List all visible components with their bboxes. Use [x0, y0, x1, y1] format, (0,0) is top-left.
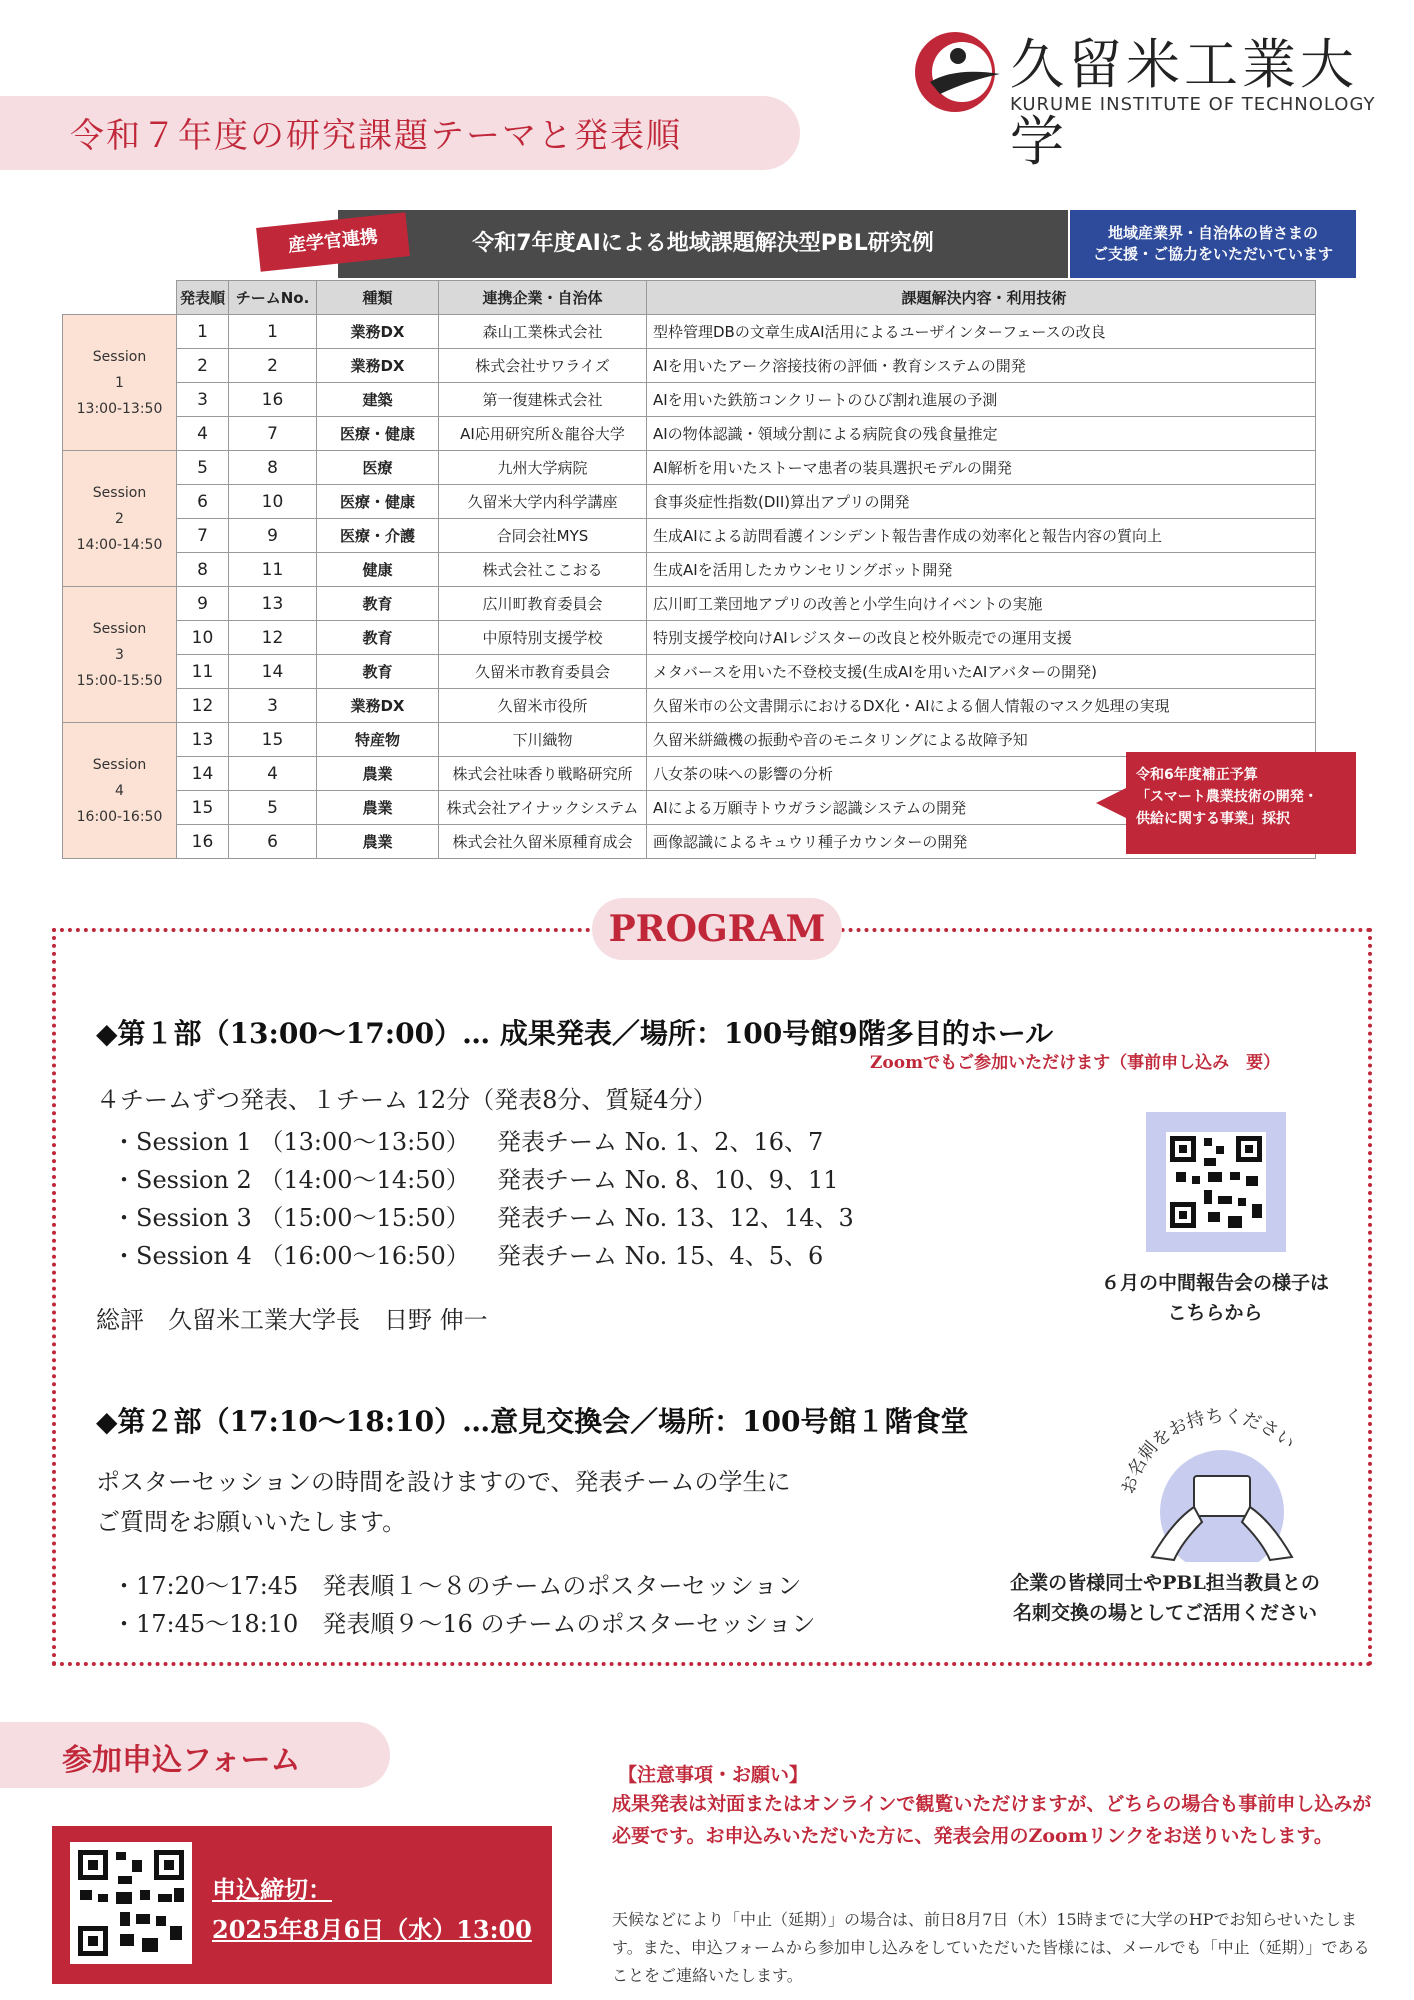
cell-partner: 合同会社MYS: [439, 519, 647, 553]
col-type: 種類: [317, 281, 439, 315]
cell-type: 業務DX: [317, 315, 439, 349]
cell-team: 14: [229, 655, 317, 689]
form-qr-code[interactable]: [70, 1842, 192, 1964]
session-num: 1: [115, 374, 124, 391]
cell-partner: 久留米市教育委員会: [439, 655, 647, 689]
table-row: [63, 417, 1316, 451]
cell-team: 15: [229, 723, 317, 757]
cell-type: 農業: [317, 825, 439, 859]
deadline-label: 申込締切：: [212, 1875, 332, 1904]
cell-team: 6: [229, 825, 317, 859]
cell-type: 業務DX: [317, 689, 439, 723]
cell-desc: AIの物体認識・領域分割による病院食の残食量推定: [647, 417, 1316, 451]
review-line: 総評 久留米工業大学長 日野 伸一: [96, 1306, 488, 1334]
cell-partner: 株式会社ここおる: [439, 553, 647, 587]
page-title: 令和７年度の研究課題テーマと発表順: [70, 116, 682, 156]
session-time: 14:00-14:50: [76, 536, 163, 553]
cell-desc: メタバースを用いた不登校支援(生成AIを用いたAIアバターの開発): [647, 655, 1316, 689]
part2-desc: [96, 1462, 791, 1542]
cell-partner: 中原特別支援学校: [439, 621, 647, 655]
qr-code-frame[interactable]: [1146, 1112, 1286, 1252]
cell-partner: 株式会社アイナックシステム: [439, 791, 647, 825]
cell-type: 教育: [317, 621, 439, 655]
part1-desc: ４チームずつ発表、１チーム 12分（発表8分、質疑4分）: [96, 1086, 717, 1114]
cell-order: 14: [177, 757, 229, 791]
cell-desc: 特別支援学校向けAIレジスターの改良と校外販売での運用支援: [647, 621, 1316, 655]
cell-partner: 株式会社久留米原種育成会: [439, 825, 647, 859]
cell-team: 10: [229, 485, 317, 519]
cell-type: 医療: [317, 451, 439, 485]
cell-partner: 久留米大学内科学講座: [439, 485, 647, 519]
cell-team: 8: [229, 451, 317, 485]
cell-partner: 久留米市役所: [439, 689, 647, 723]
col-desc: 課題解決内容・利用技術: [647, 281, 1316, 315]
cell-partner: AI応用研究所＆龍谷大学: [439, 417, 647, 451]
session-teams: 発表チーム No. 13、12、14、3: [497, 1204, 854, 1232]
session-name: ・Session 2 （14:00〜14:50）: [112, 1166, 470, 1194]
part2-desc-line-2: ご質問をお願いいたします。: [96, 1508, 407, 1536]
cell-team: 11: [229, 553, 317, 587]
meishi-caption-line-2: 名刺交換の場としてご活用ください: [1012, 1602, 1317, 1624]
cell-desc: 生成AIを活用したカウンセリングボット開発: [647, 553, 1316, 587]
table-row: [63, 621, 1316, 655]
cell-team: 12: [229, 621, 317, 655]
session-time: 16:00-16:50: [76, 808, 163, 825]
subsidy-box: [1126, 752, 1356, 854]
session-num: 2: [115, 510, 124, 527]
cell-order: 16: [177, 825, 229, 859]
cell-type: 医療・健康: [317, 485, 439, 519]
session-line-2: [112, 1160, 839, 1195]
cell-desc: 生成AIによる訪問看護インシデント報告書作成の効率化と報告内容の質向上: [647, 519, 1316, 553]
cell-order: 4: [177, 417, 229, 451]
session-label: Session: [92, 484, 147, 501]
logo-english: KURUME INSTITUTE OF TECHNOLOGY: [1010, 94, 1376, 115]
cell-order: 7: [177, 519, 229, 553]
cell-partner: 下川織物: [439, 723, 647, 757]
cell-type: 健康: [317, 553, 439, 587]
form-title: 参加申込フォーム: [62, 1743, 301, 1778]
cell-team: 7: [229, 417, 317, 451]
cell-order: 9: [177, 587, 229, 621]
session-name: ・Session 1 （13:00〜13:50）: [112, 1128, 470, 1156]
cell-desc: 食事炎症性指数(DII)算出アプリの開発: [647, 485, 1316, 519]
session-label: Session: [92, 348, 147, 365]
cell-desc: 型枠管理DBの文章生成AI活用によるユーザインターフェースの改良: [647, 315, 1316, 349]
qr-caption-line-1: ６月の中間報告会の様子は: [1100, 1272, 1329, 1294]
cell-team: 1: [229, 315, 317, 349]
poster-line-1: ・17:20〜17:45 発表順１〜８のチームのポスターセッション: [112, 1572, 802, 1600]
illus-arc-text: お名刺をお持ちください: [1117, 1405, 1299, 1497]
cell-team: 9: [229, 519, 317, 553]
cell-order: 10: [177, 621, 229, 655]
cell-desc: 久留米絣織機の振動や音のモニタリングによる故障予知: [647, 723, 1316, 757]
cell-partner: 株式会社サワライズ: [439, 349, 647, 383]
deadline-date: 2025年8月6日（水）13:00: [212, 1915, 532, 1944]
cell-partner: 広川町教育委員会: [439, 587, 647, 621]
cell-partner: 森山工業株式会社: [439, 315, 647, 349]
session-name: ・Session 3 （15:00〜15:50）: [112, 1204, 470, 1232]
cell-desc: AIを用いたアーク溶接技術の評価・教育システムの開発: [647, 349, 1316, 383]
cell-order: 1: [177, 315, 229, 349]
subsidy-line-3: 供給に関する事業」採択: [1136, 811, 1290, 827]
part2-desc-line-1: ポスターセッションの時間を設けますので、発表チームの学生に: [96, 1468, 791, 1496]
part1-heading: ◆第１部（13:00〜17:00）… 成果発表／場所：100号館9階多目的ホール: [96, 1017, 1054, 1050]
qr-caption-line-2: こちらから: [1167, 1302, 1263, 1324]
cell-type: 農業: [317, 791, 439, 825]
session-cell: [63, 451, 177, 587]
session-label: Session: [92, 620, 147, 637]
session-line-3: [112, 1198, 854, 1233]
subsidy-line-2: 「スマート農業技術の開発・: [1136, 789, 1318, 805]
cell-desc: AIを用いた鉄筋コンクリートのひび割れ進展の予測: [647, 383, 1316, 417]
cell-type: 建築: [317, 383, 439, 417]
session-teams: 発表チーム No. 15、4、5、6: [497, 1242, 824, 1270]
notice-title: 【注意事項・お願い】: [618, 1764, 809, 1786]
cell-desc: 久留米市の公文書開示におけるDX化・AIによる個人情報のマスク処理の実現: [647, 689, 1316, 723]
col-partner: 連携企業・自治体: [439, 281, 647, 315]
cell-order: 13: [177, 723, 229, 757]
cell-desc: 八女茶の味への影響の分析: [647, 757, 1316, 791]
session-cell: [63, 723, 177, 859]
table-row: [63, 655, 1316, 689]
cell-team: 2: [229, 349, 317, 383]
cell-team: 3: [229, 689, 317, 723]
cell-order: 6: [177, 485, 229, 519]
table-row: [63, 587, 1316, 621]
cell-desc: AI解析を用いたストーマ患者の装具選択モデルの開発: [647, 451, 1316, 485]
program-label: PROGRAM: [592, 898, 842, 960]
business-card-hands-icon: [1112, 1392, 1332, 1562]
cell-order: 2: [177, 349, 229, 383]
cell-type: 医療・健康: [317, 417, 439, 451]
session-num: 3: [115, 646, 124, 663]
cell-order: 11: [177, 655, 229, 689]
session-cell: [63, 587, 177, 723]
session-time: 13:00-13:50: [76, 400, 163, 417]
cell-type: 教育: [317, 587, 439, 621]
logo-name: 久留米工業大学: [1010, 33, 1358, 173]
zoom-note: Zoomでもご参加いただけます（事前申し込み 要）: [870, 1053, 1281, 1073]
cell-type: 農業: [317, 757, 439, 791]
table-row: [63, 383, 1316, 417]
notice-body: 成果発表は対面またはオンラインで観覧いただけますが、どちらの場合も事前申し込みが必要です。お申込みいただいた方に、発表会用のZoomリンクをお送りいたします。: [612, 1793, 1372, 1847]
table-row: [63, 553, 1316, 587]
part2-heading: ◆第２部（17:10〜18:10）…意見交換会／場所：100号館１階食堂: [96, 1405, 969, 1438]
support-line-2: ご支援・ご協力をいただいています: [1092, 245, 1333, 263]
qr-caption: [1060, 1268, 1370, 1328]
table-row: [63, 519, 1316, 553]
session-num: 4: [115, 782, 124, 799]
meishi-caption-line-1: 企業の皆様同士やPBL担当教員との: [1010, 1572, 1320, 1594]
cell-team: 4: [229, 757, 317, 791]
support-box: [1070, 210, 1356, 278]
blank-header: [63, 281, 177, 315]
subsidy-line-1: 令和6年度補正予算: [1136, 767, 1258, 783]
cell-partner: 九州大学病院: [439, 451, 647, 485]
session-time: 15:00-15:50: [76, 672, 163, 689]
col-team: チームNo.: [229, 281, 317, 315]
cell-partner: 株式会社味香り戦略研究所: [439, 757, 647, 791]
col-order: 発表順: [177, 281, 229, 315]
meishi-caption: [980, 1568, 1350, 1628]
cell-team: 16: [229, 383, 317, 417]
session-name: ・Session 4 （16:00〜16:50）: [112, 1242, 470, 1270]
cell-desc: AIによる万願寺トウガラシ認識システムの開発: [647, 791, 1316, 825]
table-row: [63, 349, 1316, 383]
session-teams: 発表チーム No. 1、2、16、7: [497, 1128, 824, 1156]
cell-team: 13: [229, 587, 317, 621]
cell-type: 業務DX: [317, 349, 439, 383]
notice-extra: 天候などにより「中止（延期）」の場合は、前日8月7日（木）15時までに大学のHPでお知らせいたします。また、申込フォームから参加申し込みをしていただいた皆様には、メールでも「中止（延期）」であることをご連絡いたします。: [612, 1910, 1370, 1985]
table-row: [63, 451, 1316, 485]
cell-type: 教育: [317, 655, 439, 689]
cell-order: 3: [177, 383, 229, 417]
table-row: [63, 315, 1316, 349]
cell-type: 特産物: [317, 723, 439, 757]
support-line-1: 地域産業界・自治体の皆さまの: [1107, 224, 1318, 242]
cell-type: 医療・介護: [317, 519, 439, 553]
session-label: Session: [92, 756, 147, 773]
session-teams: 発表チーム No. 8、10、9、11: [497, 1166, 839, 1194]
sangaku-badge: 産学官連携: [256, 212, 410, 271]
session-line-4: [112, 1236, 824, 1271]
cell-order: 5: [177, 451, 229, 485]
cell-desc: 広川町工業団地アプリの改善と小学生向けイベントの実施: [647, 587, 1316, 621]
session-line-1: [112, 1122, 824, 1157]
cell-order: 15: [177, 791, 229, 825]
table-row: [63, 689, 1316, 723]
table-title: 令和7年度AIによる地域課題解決型PBL研究例: [338, 210, 1068, 278]
subsidy-arrow-icon: [1096, 788, 1126, 818]
table-row: [63, 485, 1316, 519]
cell-order: 12: [177, 689, 229, 723]
qr-code-icon: [70, 1842, 192, 1964]
cell-order: 8: [177, 553, 229, 587]
cell-team: 5: [229, 791, 317, 825]
session-cell: [63, 315, 177, 451]
qr-code-icon: [1146, 1112, 1286, 1252]
table-header-row: [63, 281, 1316, 315]
poster-line-2: ・17:45〜18:10 発表順９〜16 のチームのポスターセッション: [112, 1610, 816, 1638]
cell-desc: 画像認識によるキュウリ種子カウンターの開発: [647, 825, 1316, 859]
cell-partner: 第一復建株式会社: [439, 383, 647, 417]
